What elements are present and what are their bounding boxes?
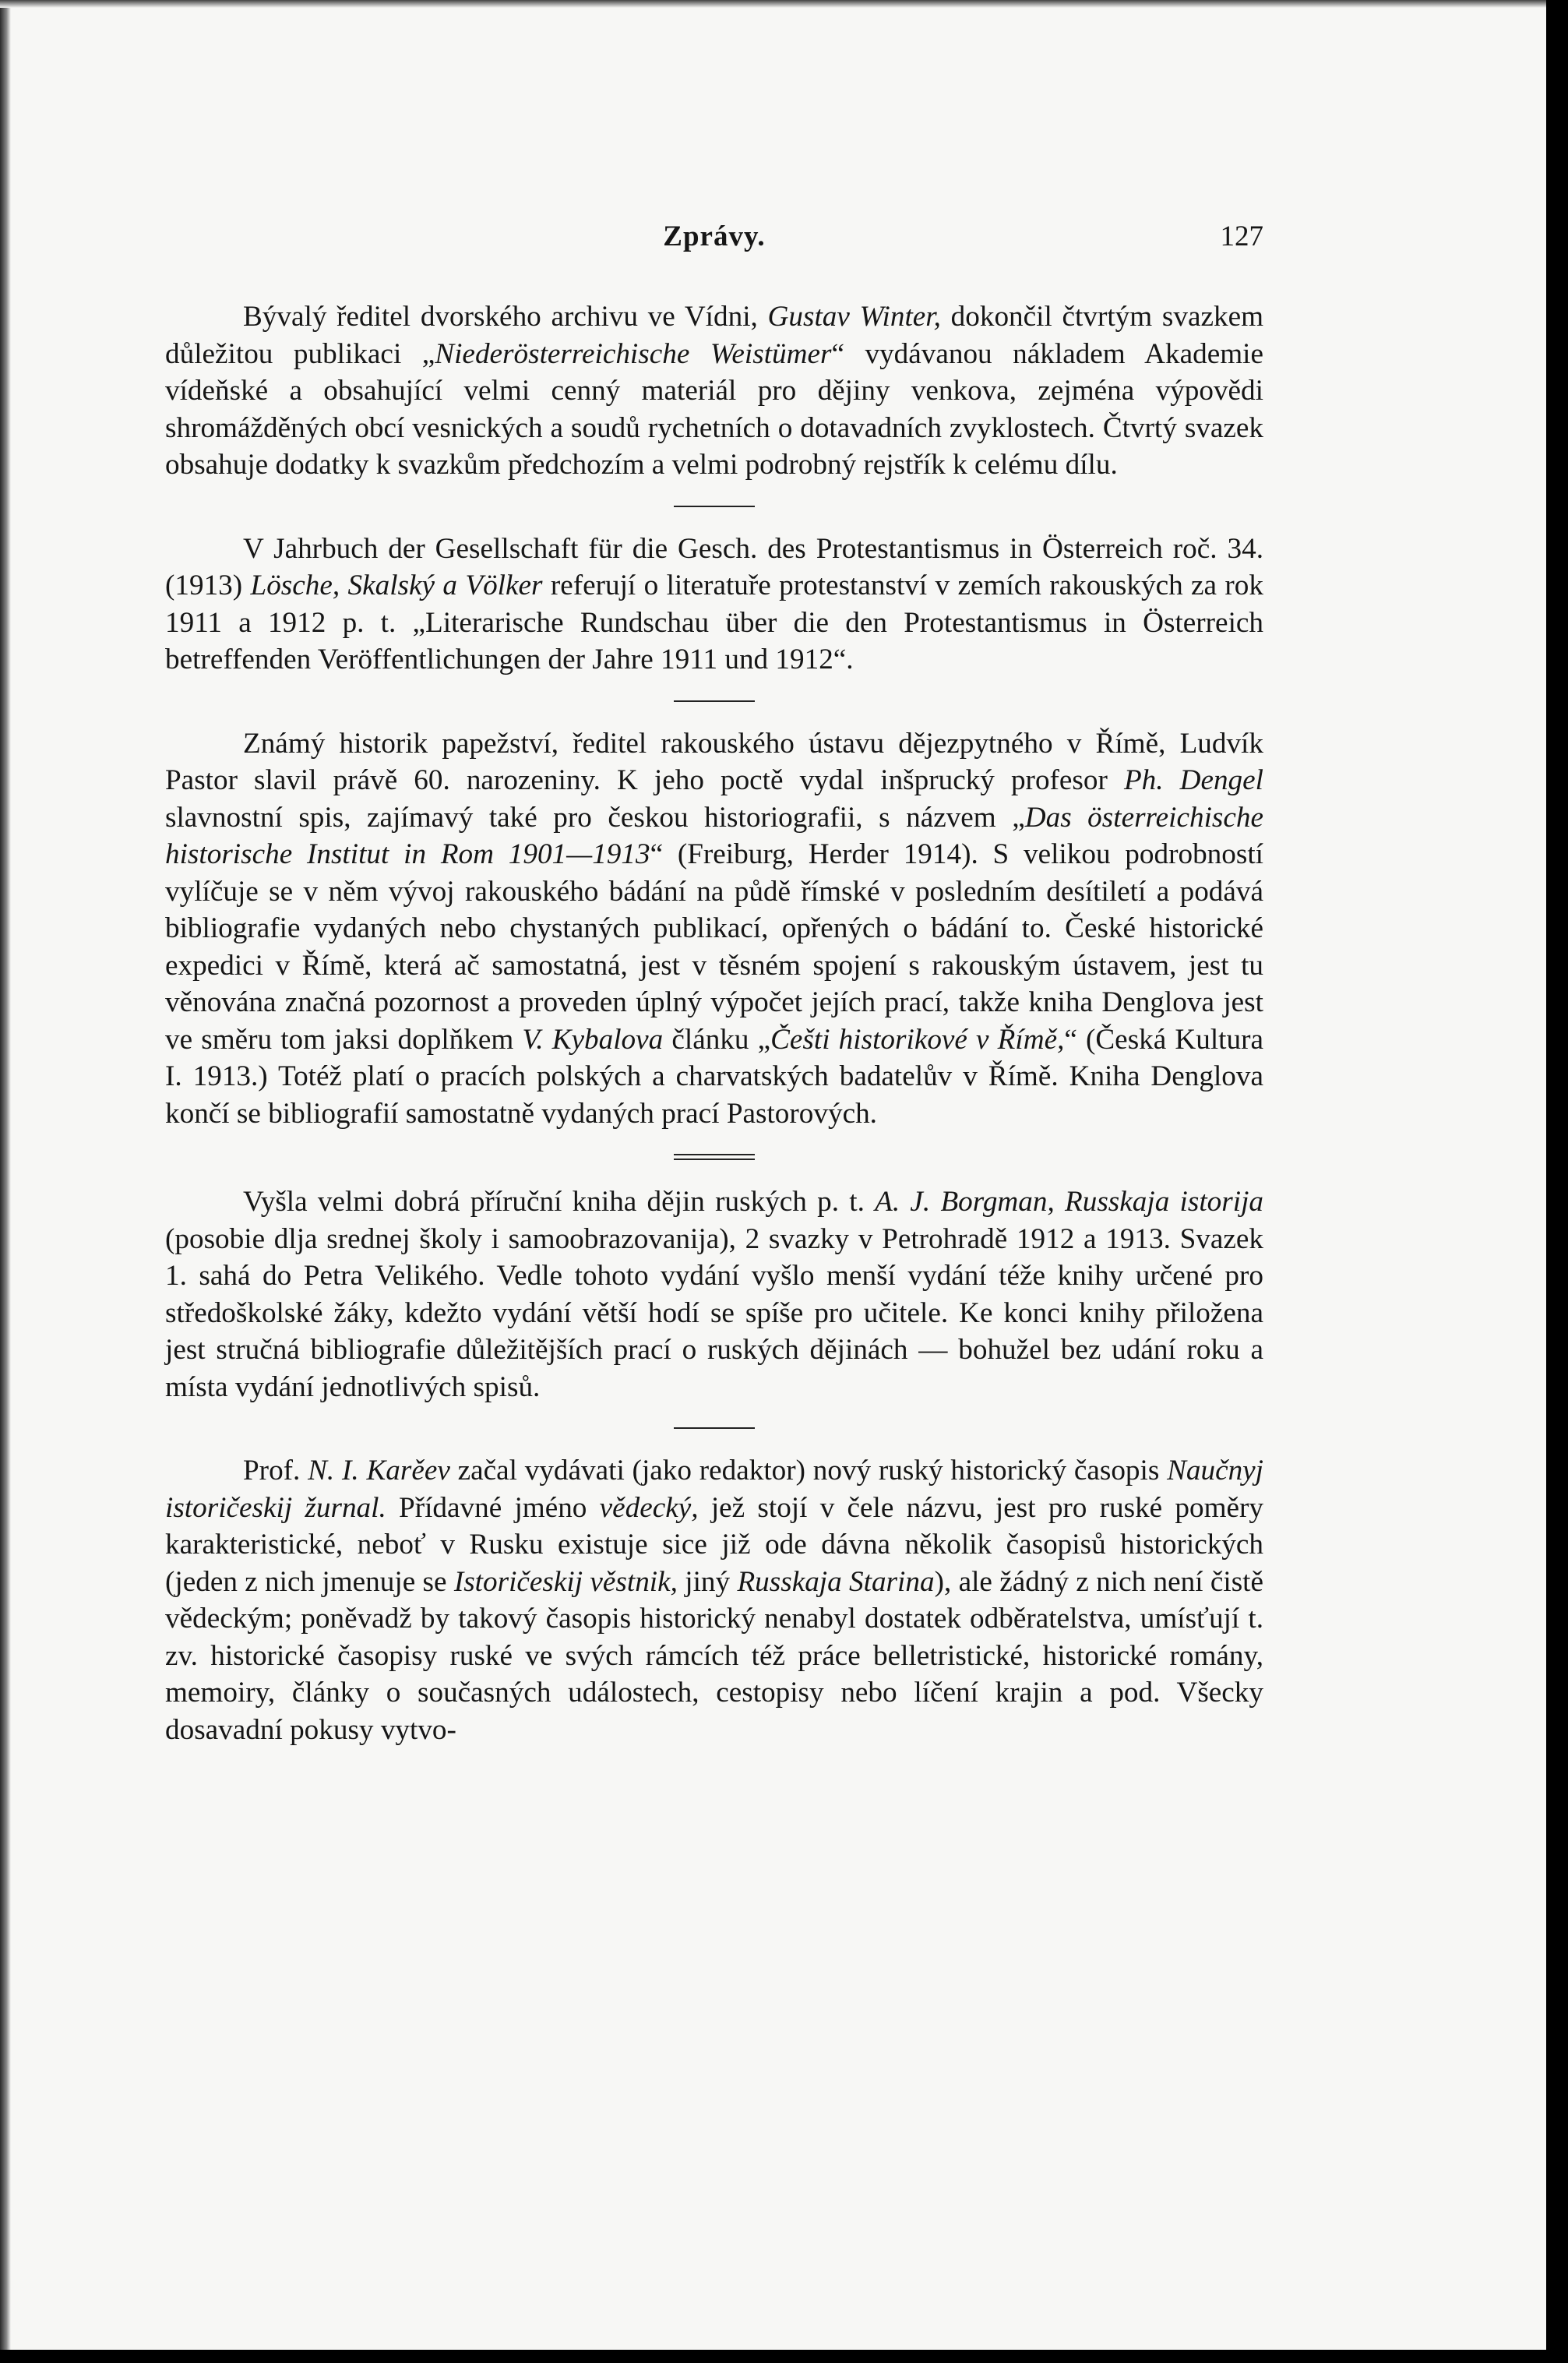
section-divider-double <box>674 1154 755 1160</box>
running-title: Zprávy. <box>663 220 766 252</box>
page-edge-shadow <box>0 0 11 2350</box>
paragraph-jahrbuch: V Jahrbuch der Gesellschaft für die Gesch. des Protestantismus in Österreich roč. 34. (1913) Lösche, Skalský a Völker referují o literatuře protestanství v zemích rakouských za rok 1911 a 1912 p. t. „Literarische Rundschau über die den Protestantismus in Österreich betreffenden Veröffentlichungen der Jahre 1911 und 1912“. <box>165 532 1263 675</box>
page-number: 127 <box>1220 220 1263 252</box>
paragraph-borgman: Vyšla velmi dobrá příruční kniha dějin ruských p. t. A. J. Borgman, Russkaja istorija (posobie dlja srednej školy i samoobrazovanija), 2 svazky v Petrohradě 1912 a 1913. Svazek 1. sahá do Petra Velikého. Vedle tohoto vydání vyšlo menší vydání téže knihy určené pro středoškolské žáky, kdežto vydání větší hodí se spíše pro učitele. Ke konci knihy přiložena jest stručná bibliografie důležitějších prací o ruských dějinách — bohužel bez udání roku a místa vydání jednotlivých spisů. <box>165 1186 1263 1403</box>
body-text <box>165 298 1263 1748</box>
section-divider <box>674 700 755 702</box>
page-header <box>165 220 1263 266</box>
section-divider <box>674 1427 755 1429</box>
section-divider <box>674 506 755 507</box>
paragraph-pastor: Známý historik papežství, ředitel rakouského ústavu dějezpytného v Římě, Ludvík Pastor slavil právě 60. narozeniny. K jeho poctě vydal inšprucký profesor Ph. Dengel slavnostní spis, zajímavý také pro českou historiografii, s názvem „Das österreichische historische Institut in Rom 1901—1913“ (Freiburg, Herder 1914). S velikou podrobností vylíčuje se v něm vývoj rakouského bádání na půdě římské v posledním desítiletí a podává bibliografie vydaných nebo chystaných publikací, opřených o bádání to. České historické expedici v Římě, která ač samostatná, jest v těsném spojení s rakouským ústavem, jest tu věnována značná pozornost a proveden úplný výpočet jejích prací, takže kniha Denglova jest ve směru tom jaksi doplňkem V. Kybalova článku „Češti historikové v Římě,“ (Česká Kultura I. 1913.) Totéž platí o pracích polských a charvatských badatelův v Římě. Kniha Denglova končí se bibliografií samostatně vydaných prací Pastorových. <box>165 727 1263 1130</box>
page-top-shadow <box>0 0 1546 8</box>
paragraph-winter: Bývalý ředitel dvorského archivu ve Vídni, Gustav Winter, dokončil čtvrtým svazkem důležitou publikaci „Niederösterreichische Weistümer“ vydávanou nákladem Akademie vídeňské a obsahující velmi cenný materiál pro dějiny venkova, zejména výpovědi shromážděných obcí vesnických a soudů rychetních o dotavadních zvyklostech. Čtvrtý svazek obsahuje dodatky k svazkům předchozím a velmi podrobný rejstřík k celému dílu. <box>165 301 1263 481</box>
paragraph-kareev: Prof. N. I. Karěev začal vydávati (jako redaktor) nový ruský historický časopis Naučnyj istoričeskij žurnal. Přídavné jméno vědecký, jež stojí v čele názvu, jest pro ruské poměry karakteristické, neboť v Rusku existuje sice již ode dávna několik časopisů historických (jeden z nich jmenuje se Istoričeskij věstnik, jiný Russkaja Starina), ale žádný z nich není čistě vědeckým; poněvadž by takový časopis historický nenabyl dostatek odběratelstva, umísťují t. zv. historické časopisy ruské ve svých rámcích též práce belletristické, historické romány, memoiry, články o současných událostech, cestopisy nebo líčení krajin a pod. Všecky dosavadní pokusy vytvo- <box>165 1455 1264 1746</box>
